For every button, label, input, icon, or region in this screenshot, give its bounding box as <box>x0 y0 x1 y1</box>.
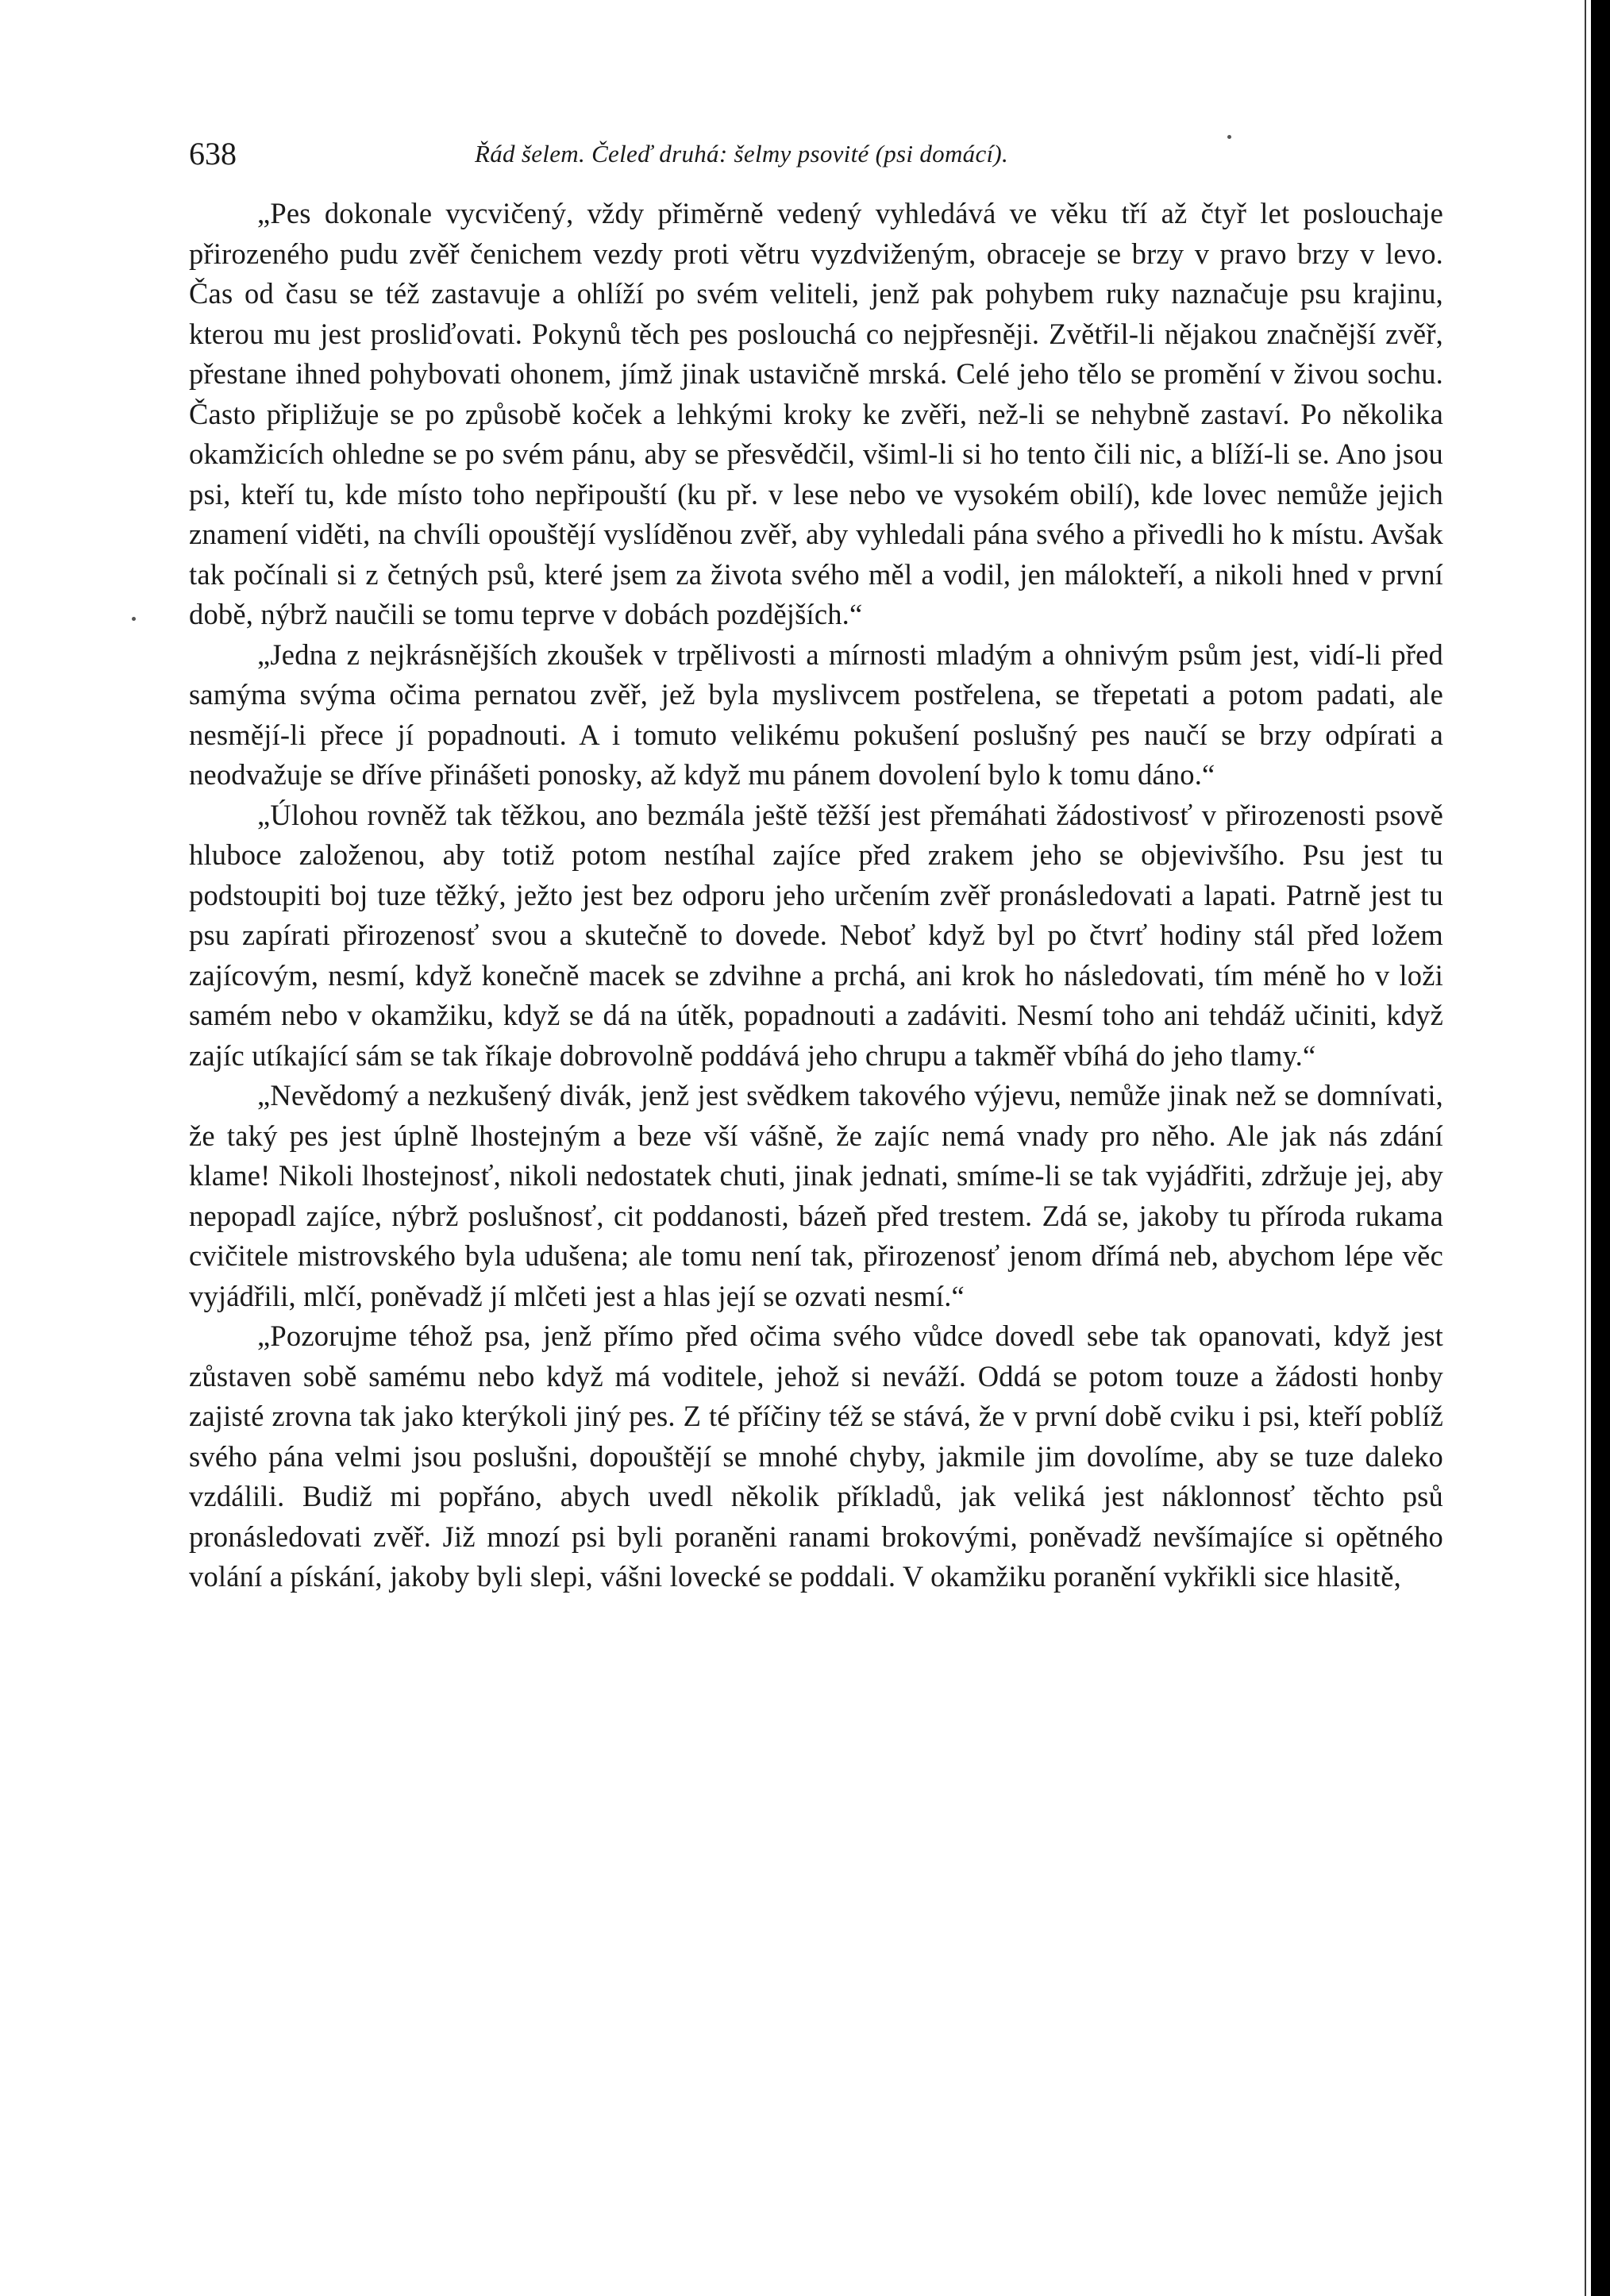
body-text <box>189 194 1443 1597</box>
page-header <box>189 135 1443 179</box>
paragraph: „Nevědomý a nezkušený divák, jenž jest svědkem takového výjevu, nemůže jinak než se domnívati, že taký pes jest úplně lhostejným a beze vší vášně, že zajíc nemá vnady pro něho. Ale jak nás zdání klame! Nikoli lhostejnosť, nikoli nedostatek chuti, jinak jednati, smíme-li se tak vyjádřiti, zdržuje jej, aby nepopadl zajíce, nýbrž poslušnosť, cit poddanosti, bázeň před trestem. Zdá se, jakoby tu příroda rukama cvičitele mistrovského byla udušena; ale tomu není tak, přirozenosť jenom dřímá neb, abychom lépe věc vyjádřili, mlčí, poněvadž jí mlčeti jest a hlas její se ozvati nesmí.“ <box>189 1079 1443 1312</box>
paragraph: „Úlohou rovněž tak těžkou, ano bezmála ještě těžší jest přemáhati žádostivosť v přirozenosti psově hluboce založenou, aby totiž potom nestíhal zajíce před zrakem jeho se objevivšího. Psu jest tu podstoupiti boj tuze těžký, ježto jest bez odporu jeho určením zvěř pronásledovati a lapati. Patrně jest tu psu zapírati přirozenosť svou a skutečně to dovede. Neboť když byl po čtvrť hodiny stál před ložem zajícovým, nesmí, když konečně macek se zdvihne a prchá, ani krok ho následovati, tím méně ho v loži samém nebo v okamžiku, když se dá na útěk, popadnouti a zadáviti. Nesmí toho ani tehdáž učiniti, když zajíc utíkající sám se tak říkaje dobrovolně poddává jeho chrupu a takměř vbíhá do jeho tlamy.“ <box>189 798 1443 1072</box>
paragraph: „Pes dokonale vycvičený, vždy přiměrně vedený vyhledává ve věku tří až čtyř let poslouchaje přirozeného pudu zvěř čenichem vezdy proti větru vyzdviženým, obraceje se brzy v pravo brzy v levo. Čas od času se též zastavuje a ohlíží po svém veliteli, jenž pak pohybem ruky naznačuje psu krajinu, kterou mu jest prosliďovati. Pokynů těch pes poslouchá co nejpřesněji. Zvětřil-li nějakou značnější zvěř, přestane ihned pohybovati ohonem, jímž jinak ustavičně mrská. Celé jeho tělo se promění v živou sochu. Často připližuje se po způsobě koček a lehkými kroky ke zvěři, než-li se nehybně zastaví. Po několika okamžicích ohledne se po svém pánu, aby se přesvědčil, všiml-li si ho tento čili nic, a blíží-li se. Ano jsou psi, kteří tu, kde místo toho nepřipouští (ku př. v lese nebo ve vysokém obilí), kde lovec nemůže jejich znamení viděti, na chvíli opouštějí vyslíděnou zvěř, aby vyhledali pána svého a přivedli ho k místu. Avšak tak počínali si z četných psů, které jsem za života svého měl a vodil, jen málokteří, a nikoli hned v první době, nýbrž naučili se tomu teprve v dobách pozdějších.“ <box>189 197 1443 630</box>
running-head: Řád šelem. Čeleď druhá: šelmy psovité (psi domácí). <box>475 140 1009 168</box>
book-page <box>189 135 1443 1597</box>
scan-border <box>1591 0 1610 2296</box>
page-number: 638 <box>189 136 237 171</box>
scan-speck <box>132 617 136 621</box>
paragraph: „Jedna z nejkrásnějších zkoušek v trpělivosti a mírnosti mladým a ohnivým psům jest, vidí-li před samýma svýma očima pernatou zvěř, jež byla myslivcem postřelena, se třepetati a potom padati, ale nesmějí-li přece jí popadnouti. A i tomuto velikému pokušení poslušný pes naučí se brzy odpírati a neodvažuje se dříve přinášeti ponosky, až když mu pánem dovolení bylo k tomu dáno.“ <box>189 638 1443 791</box>
scan-edge-line <box>1585 0 1586 2296</box>
paragraph: „Pozorujme téhož psa, jenž přímo před očima svého vůdce dovedl sebe tak opanovati, když jest zůstaven sobě samému nebo když má voditele, jehož si neváží. Oddá se potom touze a žádosti honby zajisté zrovna tak jako kterýkoli jiný pes. Z té příčiny též se stává, že v první době cviku i psi, kteří poblíž svého pána velmi jsou poslušni, dopouštějí se mnohé chyby, jakmile jim dovolíme, aby se tuze daleko vzdálili. Budiž mi popřáno, abych uvedl několik příkladů, jak veliká jest náklonnosť těchto psů pronásledovati zvěř. Již mnozí psi byli poraněni ranami brokovými, poněvadž nevšímajíce si opětného volání a pískání, jakoby byli slepi, vášni lovecké se poddali. V okamžiku poranění vykřikli sice hlasitě, <box>189 1319 1443 1593</box>
